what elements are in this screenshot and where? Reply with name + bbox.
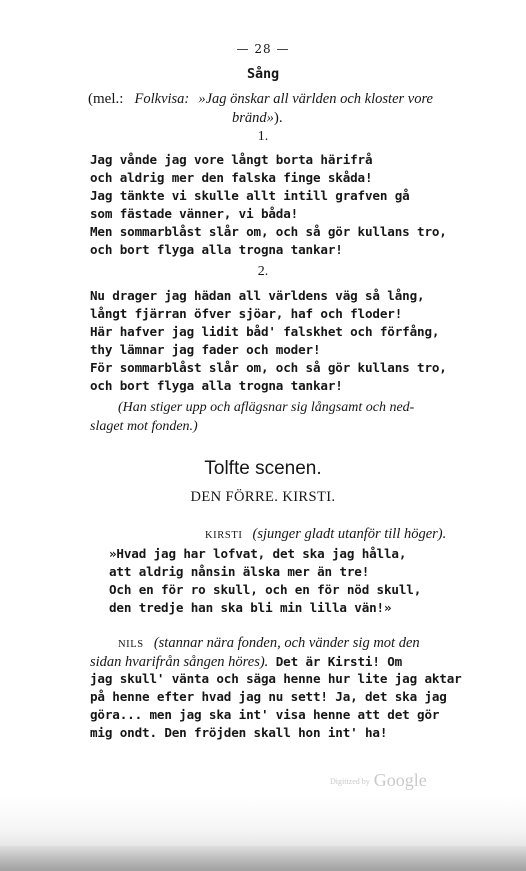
melody-folk: Folkvisa: bbox=[134, 91, 190, 107]
song-line: att aldrig nånsin älska mer än tre! bbox=[109, 564, 370, 579]
page-bottom-edge bbox=[0, 846, 526, 871]
verse-line: För sommarblåst slår om, och så gör kullans tro, bbox=[90, 360, 447, 375]
verse-line: thy lämnar jag fader och moder! bbox=[90, 342, 321, 357]
melody-title-2: bränd» bbox=[232, 110, 274, 126]
speech-line: jag skull' vänta och säga henne hur lite jag aktar bbox=[90, 671, 462, 686]
verse-1-number: 1. bbox=[257, 129, 269, 144]
verse-1 bbox=[90, 151, 447, 259]
verse-line: och aldrig mer den falska finge skåda! bbox=[90, 170, 373, 185]
speaker-nils: NILS bbox=[118, 639, 144, 650]
nils-stage-2: sidan hvarifrån sången höres). bbox=[90, 654, 269, 670]
watermark-prefix: Digitized by bbox=[330, 777, 370, 787]
nils-direction bbox=[118, 632, 420, 652]
verse-line: långt fjärran öfver sjöar, haf och floder! bbox=[90, 306, 403, 321]
nils-direction-cont bbox=[90, 651, 402, 671]
watermark-brand: Google bbox=[373, 770, 427, 790]
verse-line: Jag tänkte vi skulle allt intill grafven gå bbox=[90, 188, 410, 203]
verse-line: Nu drager jag hädan all världens väg så lång, bbox=[90, 288, 425, 303]
song-line: den tredje han ska bli min lilla vän!» bbox=[109, 600, 392, 615]
kirsti-direction bbox=[205, 523, 446, 543]
speech-line: göra... men jag ska int' visa henne att det gör bbox=[90, 707, 440, 722]
melody-title-1: »Jag önskar all världen och kloster vore bbox=[198, 91, 433, 107]
melody-note bbox=[88, 88, 433, 108]
digitized-watermark bbox=[330, 770, 427, 791]
verse-2-number: 2. bbox=[257, 264, 269, 279]
stage-direction-1: (Han stiger upp och aflägsnar sig långsamt och ned- bbox=[118, 400, 415, 415]
nils-speech bbox=[90, 670, 462, 742]
melody-note-cont bbox=[232, 107, 283, 127]
nils-speech-start: Det är Kirsti! Om bbox=[268, 654, 403, 669]
verse-line: Här hafver jag lidit båd' falskhet och förfång, bbox=[90, 324, 440, 339]
nils-stage-1: (stannar nära fonden, och vänder sig mot den bbox=[153, 635, 420, 651]
page-number: — 28 — bbox=[236, 42, 290, 56]
song-line: Och en för ro skull, och en för nöd skull, bbox=[109, 582, 422, 597]
verse-line: och bort flyga alla trogna tankar! bbox=[90, 242, 343, 257]
kirsti-song bbox=[109, 545, 421, 617]
melody-prefix: (mel.: bbox=[88, 91, 124, 107]
stage-direction-2: slaget mot fonden.) bbox=[90, 419, 198, 434]
verse-line: och bort flyga alla trogna tankar! bbox=[90, 378, 343, 393]
scene-title: Tolfte scenen. bbox=[204, 458, 322, 479]
song-line: »Hvad jag har lofvat, det ska jag hålla, bbox=[109, 546, 407, 561]
melody-suffix: ). bbox=[273, 110, 283, 126]
verse-line: som fästade vänner, vi båda! bbox=[90, 206, 299, 221]
scene-persons: DEN FÖRRE. KIRSTI. bbox=[190, 489, 336, 505]
speech-line: mig ondt. Den fröjden skall hon int' ha! bbox=[90, 725, 388, 740]
song-title: Sång bbox=[247, 66, 279, 82]
speaker-kirsti: KIRSTI bbox=[205, 530, 243, 541]
kirsti-stage: (sjunger gladt utanför till höger). bbox=[252, 526, 447, 542]
verse-line: Jag vånde jag vore långt borta härifrå bbox=[90, 152, 373, 167]
speech-line: på henne efter hvad jag nu sett! Ja, det ska jag bbox=[90, 689, 447, 704]
verse-line: Men sommarblåst slår om, och så gör kullans tro, bbox=[90, 224, 447, 239]
verse-2 bbox=[90, 287, 447, 395]
